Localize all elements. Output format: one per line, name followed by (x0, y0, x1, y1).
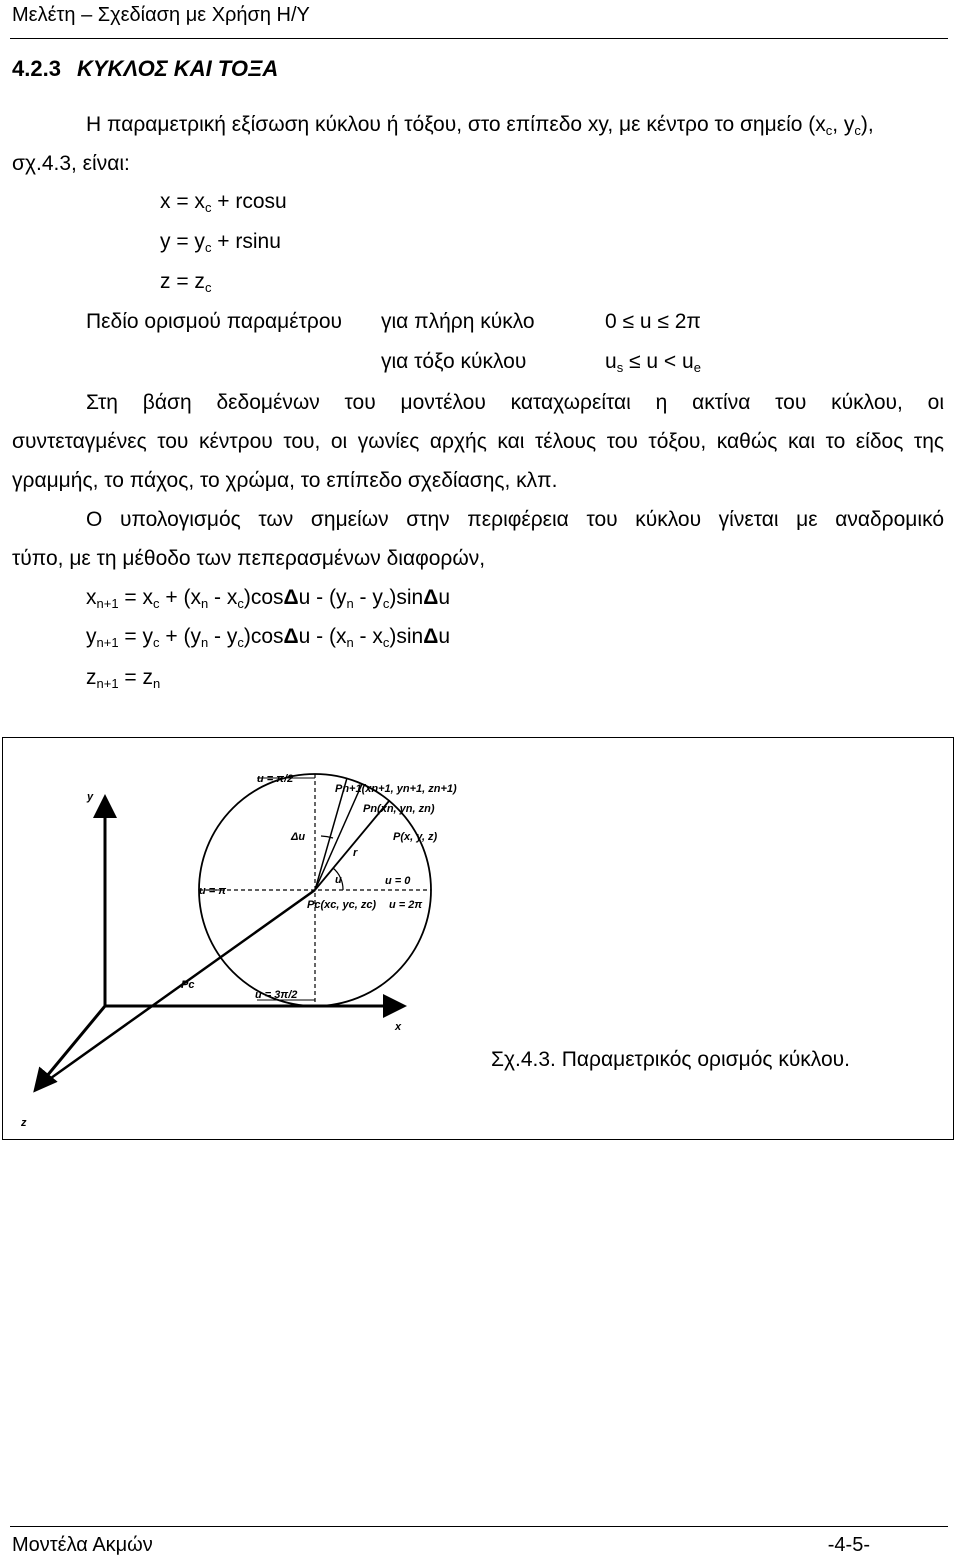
section-title: ΚΥΚΛΟΣ ΚΑΙ ΤΟΞΑ (76, 56, 279, 81)
z-axis-label: z (21, 1117, 27, 1129)
page-header: Μελέτη – Σχεδίαση με Χρήση Η/Υ (12, 4, 310, 26)
header-rule (10, 38, 948, 39)
section-heading (12, 56, 278, 82)
section-number: 4.2.3 (12, 56, 61, 81)
u-right-0-label: u = 0 (385, 875, 411, 887)
u-top-label: u = π/2 (257, 773, 294, 785)
pn-label: Pn(xn, yn, zn) (363, 803, 435, 815)
r-label: r (353, 847, 358, 859)
equation-x: $x = x_c + rcosu$ (160, 190, 287, 215)
delta-u-label: Δu (291, 831, 306, 843)
figure-frame (2, 737, 954, 1140)
domain-full-range: 0 ≤ u ≤ 2π (605, 310, 701, 333)
equation-y: $y = y_c + rsinu$ (160, 230, 281, 255)
paragraph-1-line-3: γραμμής, το πάχος, το χρώμα, το επίπεδο σχεδίασης, κλπ. (12, 469, 558, 492)
p-label: P(x, y, z) (393, 831, 438, 843)
recursive-x: $x_{n+1} = x_c + (x_n - x_c)\cos\Delta u - (y_n - y_c)\sin\Delta u$ (86, 586, 451, 611)
domain-arc: για τόξο κύκλου (381, 350, 527, 373)
paragraph-2-line-1: Ο υπολογισμός των σημείων στην περιφέρεια του κύκλου γίνεται με αναδρομικό (86, 508, 944, 531)
domain-full-circle: για πλήρη κύκλο (381, 310, 535, 333)
circle-diagram (3, 738, 955, 1141)
footer-left: Μοντέλα Ακμών (12, 1534, 153, 1556)
domain-label: Πεδίο ορισμού παραμέτρου (86, 310, 343, 333)
paragraph-1-line-1: Στη βάση δεδομένων του μοντέλου καταχωρείται η ακτίνα του κύκλου, οι (86, 391, 944, 414)
u-left-label: u = π (199, 885, 227, 897)
u-right-2pi-label: u = 2π (389, 899, 423, 911)
y-axis-label: y (87, 791, 94, 803)
footer-rule (10, 1526, 948, 1527)
u-bottom-label: u = 3π/2 (255, 989, 298, 1001)
footer-page-number: -4-5- (827, 1534, 870, 1556)
domain-arc-range: $u_s \le u < u_e$ (605, 350, 701, 375)
recursive-y: $y_{n+1} = y_c + (y_n - y_c)\cos\Delta u - (x_n - x_c)\sin\Delta u$ (86, 625, 451, 650)
recursive-z: $z_{n+1} = z_n$ (86, 666, 161, 691)
pn1-label: Pn+1(xn+1, yn+1, zn+1) (335, 783, 457, 795)
figure-caption: Σχ.4.3. Παραμετρικός ορισμός κύκλου. (491, 1048, 850, 1071)
angle-du-arc (321, 836, 333, 838)
u-label: u (335, 874, 342, 886)
pc-label: Pc(xc, yc, zc) (307, 899, 377, 911)
paragraph-1-line-2: συντεταγμένες του κέντρου του, οι γωνίες αρχής και τέλους του τόξου, καθώς και το είδος της (12, 430, 944, 453)
intro-line-2: σχ.4.3, είναι: (12, 152, 130, 175)
intro-line-1: Η παραμετρική εξίσωση κύκλου ή τόξου, στο επίπεδο xy, με κέντρο το σημείο ($x_c$, $y_c$), (86, 113, 874, 138)
x-axis-label: x (395, 1021, 402, 1033)
pc-vector-label: Pc (181, 979, 195, 991)
equation-z: $z = z_c$ (160, 270, 212, 295)
paragraph-2-line-2: τύπο, με τη μέθοδο των πεπερασμένων διαφορών, (12, 547, 486, 570)
